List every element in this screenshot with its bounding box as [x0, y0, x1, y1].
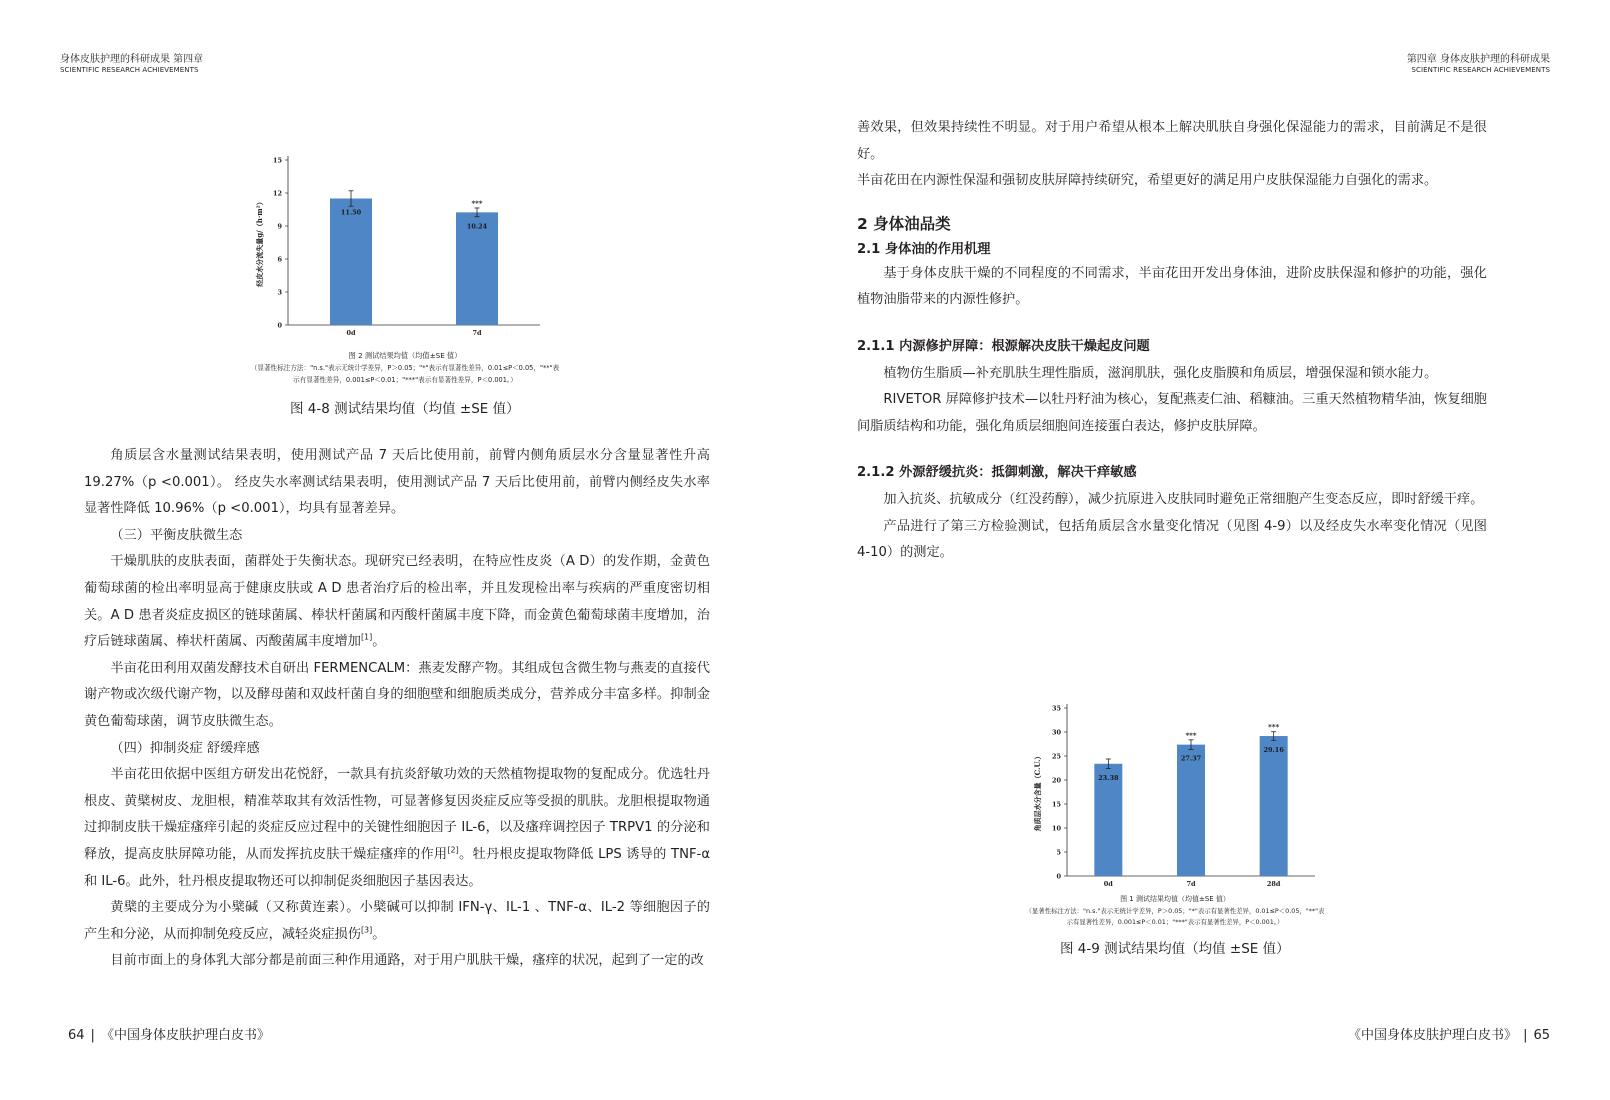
- x-tick-label: 7d: [1186, 880, 1196, 888]
- figure-note-line2: 示有显著性差异，0.001≤P＜0.01；"***"表示有显著性差异，P＜0.001。）: [293, 376, 517, 384]
- data-label: 29.16: [1263, 746, 1284, 755]
- reference-mark: [2]: [447, 845, 459, 855]
- reference-mark: [3]: [360, 925, 373, 935]
- page-footer: [68, 1024, 270, 1043]
- header-title: 身体皮肤护理的科研成果 第四章: [60, 54, 204, 65]
- y-tick-label: 25: [1051, 752, 1061, 761]
- paragraph: 植物仿生脂质—补充肌肤生理性脂质，滋润肌肤，强化皮脂膜和角质层，增强保湿和锁水能力。: [883, 365, 1438, 381]
- footer-divider: |: [90, 1028, 95, 1043]
- paragraph: 干燥肌肤的皮肤表面，菌群处于失衡状态。现研究已经表明，在特应性皮炎（A D）的发作期，金黄色葡萄球菌的检出率明显高于健康皮肤或 A D 患者治疗后的检出率，并且发现检出率与疾病的严重度密切相关。A D 患者炎症皮损区的链球菌属、棒状杆菌属和丙酸杆菌属丰度下降，而金黄色葡萄球菌丰度增加，治疗后链球菌属、棒状杆菌属、丙酸菌属丰度增加[1]。: [84, 554, 710, 650]
- paragraph: RIVETOR 屏障修护技术—以牡丹籽油为核心，复配燕麦仁油、稻糠油。三重天然植物精华油，恢复细胞间脂质结构和功能，强化角质层细胞间连接蛋白表达，修护皮肤屏障。: [857, 392, 1487, 434]
- significance-label: ***: [471, 198, 483, 208]
- paragraph: 基于身体皮肤干燥的不同程度的不同需求，半亩花田开发出身体油，进阶皮肤保湿和修护的功能，强化植物油脂带来的内源性修护。: [857, 265, 1487, 308]
- y-tick-label: 15: [272, 156, 282, 165]
- right-page: [805, 0, 1610, 1100]
- y-tick-label: 12: [272, 189, 282, 198]
- subsection-heading: 2.1 身体油的作用机理: [857, 241, 991, 257]
- figure-note-line2: 示有显著性差异，0.001≤P＜0.01；"***"表示有显著性差异，P＜0.001。）: [1066, 918, 1284, 926]
- paragraph: 半亩花田利用双菌发酵技术自研出 FERMENCALM：燕麦发酵产物。其组成包含微生物与燕麦的直接代谢产物或次级代谢产物，以及酵母菌和双歧杆菌自身的细胞壁和细胞质类成分，营养成分丰富多样。抑制金黄色葡萄球菌，调节皮肤微生态。: [84, 660, 710, 729]
- figure-note-line1: （显著性标注方法："n.s."表示无统计学差异，P＞0.05；"*"表示有显著性差异，0.01≤P＜0.05，"**"表: [250, 364, 560, 372]
- right-body: [857, 115, 1487, 567]
- y-axis-label: 经皮水分流失量g/（h·m²）: [255, 198, 264, 287]
- x-tick-label: 0d: [346, 329, 356, 337]
- subsubsection-heading: 2.1.2 外源舒缓抗炎：抵御刺激，解决干痒敏感: [857, 465, 1137, 481]
- y-tick-label: 0: [1056, 872, 1061, 881]
- book-title: 《中国身体皮肤护理白皮书》: [100, 1028, 270, 1043]
- y-tick-label: 6: [277, 255, 282, 264]
- chart-skin-hydration: [1025, 700, 1325, 895]
- y-tick-label: 30: [1051, 728, 1061, 737]
- paragraph: 半亩花田依据中医组方研发出花悦舒，一款具有抗炎舒敏功效的天然植物提取物的复配成分。优选牡丹根皮、黄檗树皮、龙胆根，精准萃取其有效活性物，可显著修复因炎症反应等受损的肌肤。龙胆根提取物通过抑制皮肤干燥症瘙痒引起的炎症反应过程中的关键性细胞因子 IL-6，以及瘙痒调控因子 TRPV1 的分泌和释放，提高皮肤屏障功能，从而发挥抗皮肤干燥症瘙痒的作用[2]。牡丹根皮提取物降低 LPS 诱导的 TNF-α 和 IL-6。此外，牡丹根皮提取物还可以抑制促炎细胞因子基因表达。: [84, 767, 711, 889]
- figure-note: [240, 350, 570, 386]
- bar: [1177, 745, 1205, 876]
- y-tick-label: 20: [1051, 776, 1061, 785]
- x-tick-label: 28d: [1266, 880, 1281, 888]
- paragraph: 善效果，但效果持续性不明显。对于用户希望从根本上解决肌肤自身强化保湿能力的需求，目前满足不是很好。: [857, 120, 1487, 162]
- left-body: [84, 443, 710, 975]
- paragraph: 目前市面上的身体乳大部分都是前面三种作用通路，对于用户肌肤干燥，瘙痒的状况，起到了一定的改: [110, 953, 704, 969]
- section-heading: （四）抑制炎症 舒缓痒感: [110, 740, 260, 756]
- bar: [330, 199, 372, 326]
- y-axis-label: 角质层水分含量（C.U.）: [1033, 752, 1042, 832]
- x-tick-label: 7d: [472, 329, 482, 337]
- data-label: 27.37: [1180, 754, 1202, 763]
- running-header: [1407, 54, 1550, 74]
- y-tick-label: 0: [277, 321, 282, 330]
- x-tick-label: 0d: [1103, 880, 1113, 888]
- header-title: 第四章 身体皮肤护理的科研成果: [1406, 54, 1550, 65]
- book-title: 《中国身体皮肤护理白皮书》: [1348, 1028, 1518, 1043]
- significance-label: ***: [1268, 722, 1280, 732]
- y-tick-label: 35: [1051, 704, 1061, 713]
- y-tick-label: 10: [1051, 824, 1061, 833]
- paragraph: 加入抗炎、抗敏成分（红没药醇），减少抗原进入皮肤同时避免正常细胞产生变态反应，即时舒缓干痒。: [883, 491, 1484, 507]
- figure-inner-caption: 图 1 测试结果均值（均值±SE 值）: [1120, 895, 1230, 903]
- y-tick-label: 9: [277, 222, 282, 231]
- figure-note: [1020, 894, 1330, 929]
- data-label: 11.50: [340, 208, 362, 217]
- significance-label: ***: [1185, 730, 1197, 740]
- footer-divider: |: [1523, 1028, 1528, 1043]
- paragraph: 角质层含水量测试结果表明，使用测试产品 7 天后比使用前，前臂内侧角质层水分含量显著性升高 19.27%（p <0.001）。 经皮失水率测试结果表明，使用测试产品 7 天后比使用前，前臂内侧经皮失水率显著性降低 10.96%（p <0.001），均具有显著差异。: [84, 448, 710, 517]
- figure-caption: 图 4-9 测试结果均值（均值 ±SE 值）: [1060, 941, 1290, 957]
- data-label: 10.24: [466, 222, 488, 231]
- running-header: [60, 54, 203, 74]
- page-number: 64: [68, 1028, 85, 1043]
- figure-caption: 图 4-8 测试结果均值（均值 ±SE 值）: [290, 401, 520, 417]
- page-number: 65: [1533, 1028, 1550, 1043]
- paragraph: 黄檗的主要成分为小檗碱（又称黄连素）。小檗碱可以抑制 IFN-γ、IL-1 、TNF-α、IL-2 等细胞因子的产生和分泌，从而抑制免疫反应，减轻炎症损伤[3]。: [84, 900, 710, 942]
- header-subtitle: SCIENTIFIC RESEARCH ACHIEVEMENTS: [60, 65, 199, 74]
- paragraph: 产品进行了第三方检验测试，包括角质层含水量变化情况（见图 4-9）以及经皮失水率变化情况（见图 4-10）的测定。: [857, 518, 1487, 561]
- header-subtitle: SCIENTIFIC RESEARCH ACHIEVEMENTS: [1411, 65, 1550, 74]
- bar: [1260, 736, 1288, 876]
- y-tick-label: 15: [1051, 800, 1061, 809]
- section-heading: （三）平衡皮肤微生态: [110, 527, 243, 543]
- page-footer: [1348, 1024, 1550, 1043]
- figure-note-line1: （显著性标注方法："n.s."表示无统计学差异，P＞0.05；"*"表示有显著性差异，0.01≤P＜0.05，"**"表: [1025, 906, 1325, 915]
- figure-inner-caption: 图 2 测试结果均值（均值±SE 值）: [348, 351, 462, 360]
- y-tick-label: 3: [277, 288, 282, 297]
- chart-tewl: [250, 150, 570, 350]
- data-label: 23.38: [1098, 773, 1119, 782]
- section-heading: 2 身体油品类: [857, 214, 951, 233]
- paragraph: 半亩花田在内源性保湿和强韧皮肤屏障持续研究，希望更好的满足用户皮肤保湿能力自强化的需求。: [857, 173, 1438, 189]
- subsubsection-heading: 2.1.1 内源修护屏障：根源解决皮肤干燥起皮问题: [857, 338, 1150, 354]
- reference-mark: [1]: [360, 632, 373, 642]
- y-tick-label: 5: [1056, 848, 1061, 857]
